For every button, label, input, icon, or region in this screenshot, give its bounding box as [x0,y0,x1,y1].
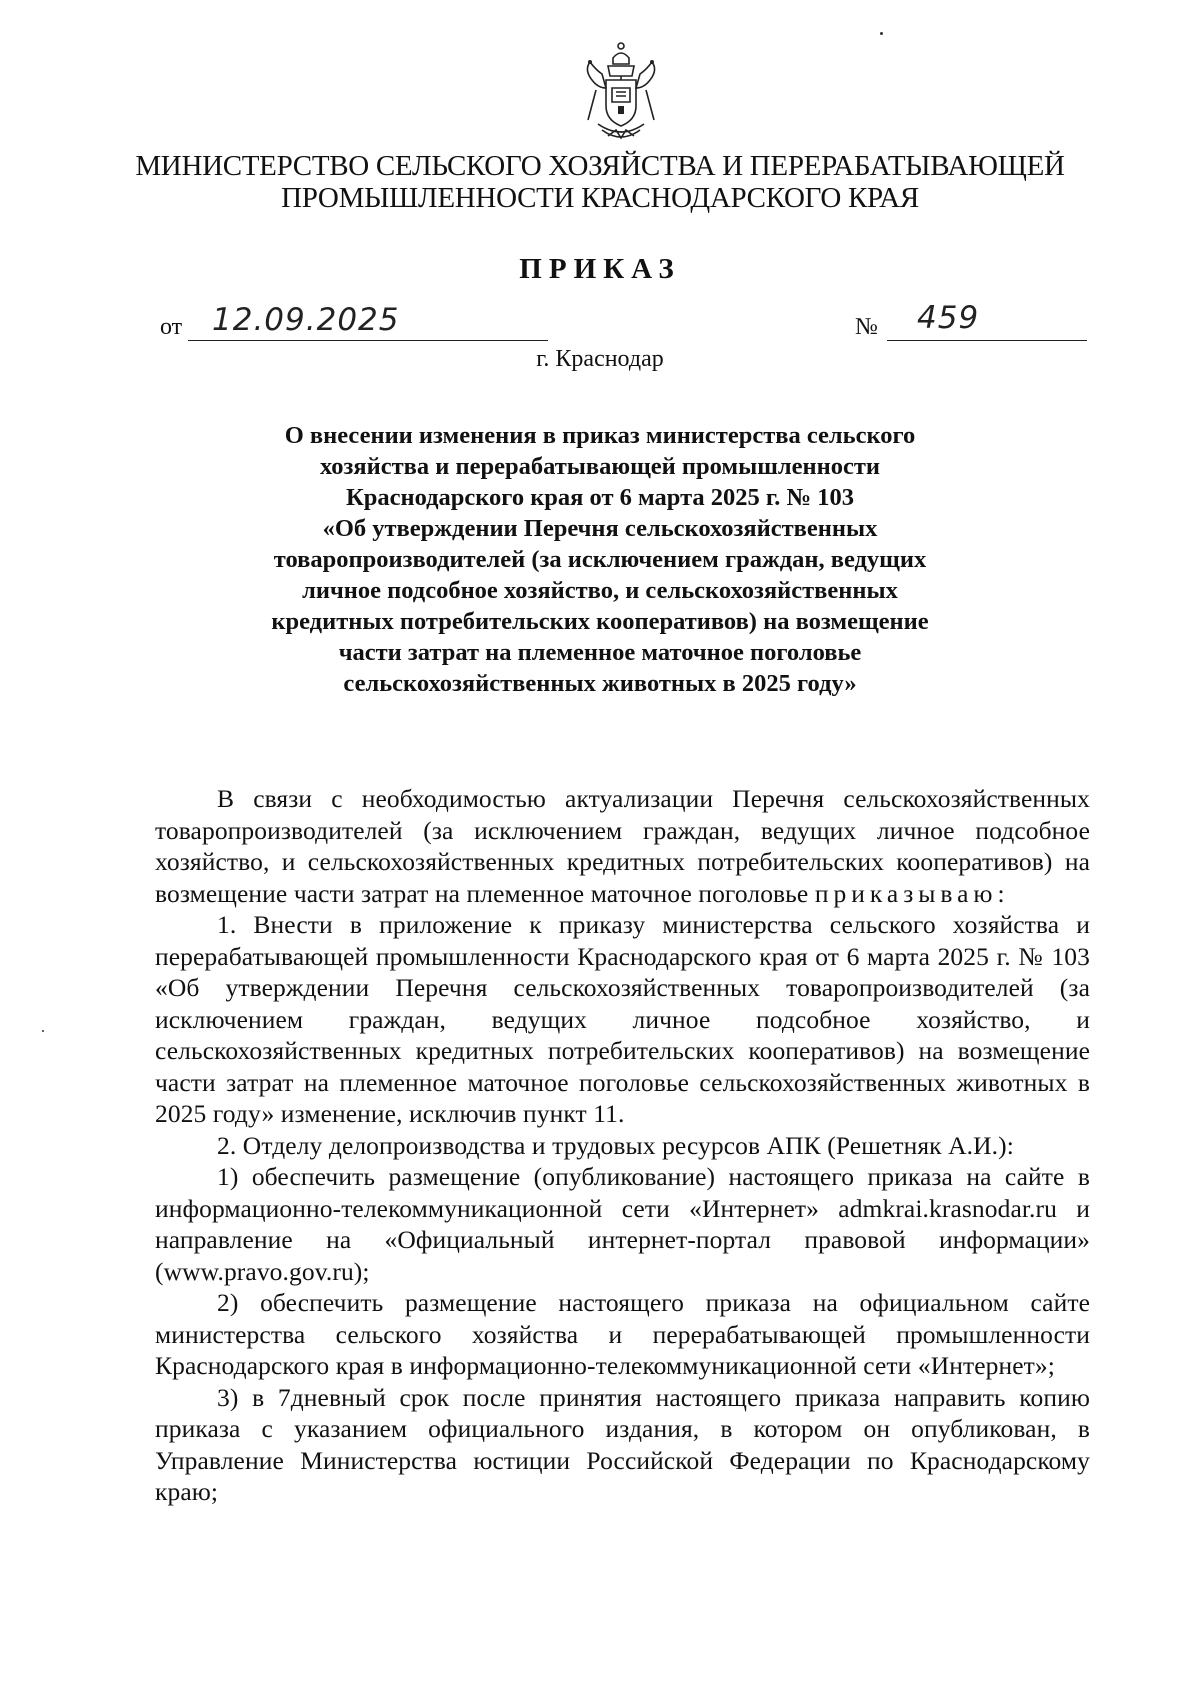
subject-line: личное подсобное хозяйство, и сельскохозяйственных [302,577,898,604]
order-title: ПРИКАЗ [519,253,681,285]
subject-line: Краснодарского края от 6 марта 2025 г. № 103 [345,484,855,511]
item-2-2-paragraph: 2) обеспечить размещение настоящего приказа на официальном сайте министерства сельского хозяйства и перерабатывающей промышленности Краснодарского края в информационно-телекоммуникационной сети «Интернет»; [155,1288,1090,1380]
item-1-paragraph: 1. Внести в приложение к приказу министерства сельского хозяйства и перерабатывающей промышленности Краснодарского края от 6 марта 2025 г. № 103 «Об утверждении Перечня сельскохозяйственных товаропроизводителей (за исключением граждан, ведущих личное подсобное хозяйство, и сельскохозяйственных кредитных потребительских кооперативов) на возмещение части затрат на племенное маточное поголовье сельскохозяйственных животных в 2025 году» изменение, исключив пункт 11. [155,910,1090,1128]
number-prefix: № [855,314,878,340]
subject-line: кредитных потребительских кооперативов) на возмещение [271,608,929,635]
subject-line: О внесении изменения в приказ министерства сельского [284,422,916,449]
subject-line: части затрат на племенное маточное поголовье [338,639,862,666]
date-value: 12.09.2025 [212,302,400,338]
number-underline [887,340,1087,341]
number-value: 459 [917,300,980,336]
subject-line: сельскохозяйственных животных в 2025 году» [343,670,857,697]
date-underline [188,340,548,341]
coat-of-arms-emblem [578,40,664,146]
order-body [155,783,1090,1508]
subject-line: «Об утверждении Перечня сельскохозяйственных [322,515,878,542]
intro-keyword: приказываю: [814,878,1010,908]
subject-line: хозяйства и перерабатывающей промышленности [319,453,881,480]
subject-line: товаропроизводителей (за исключением граждан, ведущих [273,546,927,573]
order-subject [200,420,1000,699]
date-prefix: от [160,314,183,340]
ministry-name-line-1: МИНИСТЕРСТВО СЕЛЬСКОГО ХОЗЯЙСТВА И ПЕРЕРАБАТЫВАЮЩЕЙ [135,150,1065,182]
scan-speck [880,32,883,35]
ministry-name-line-2: ПРОМЫШЛЕННОСТИ КРАСНОДАРСКОГО КРАЯ [281,182,919,214]
item-2-paragraph: 2. Отделу делопроизводства и трудовых ресурсов АПК (Решетняк А.И.): [217,1130,1014,1160]
item-2-1-paragraph: 1) обеспечить размещение (опубликование) настоящего приказа на сайте в информационно-телекоммуникационной сети «Интернет» admkrai.krasnodar.ru и направление на «Официальный интернет-портал правовой информации» (www.pravo.gov.ru); [155,1162,1090,1286]
city: г. Краснодар [536,346,664,372]
item-2-3-paragraph: 3) в 7дневный срок после принятия настоящего приказа направить копию приказа с указанием официального издания, в котором он опубликован, в Управление Министерства юстиции Российской Федерации по Краснодарскому краю; [155,1382,1090,1506]
ministry-name [100,150,1100,214]
intro-paragraph [155,783,1090,909]
scan-speck [42,1030,44,1032]
intro-text: В связи с необходимостью актуализации Перечня сельскохозяйственных товаропроизводителей (за исключением граждан, ведущих личное подсобное хозяйство, и сельскохозяйственных кредитных потребительских кооперативов) на возмещение части затрат на племенное маточное поголовье [155,784,1090,908]
